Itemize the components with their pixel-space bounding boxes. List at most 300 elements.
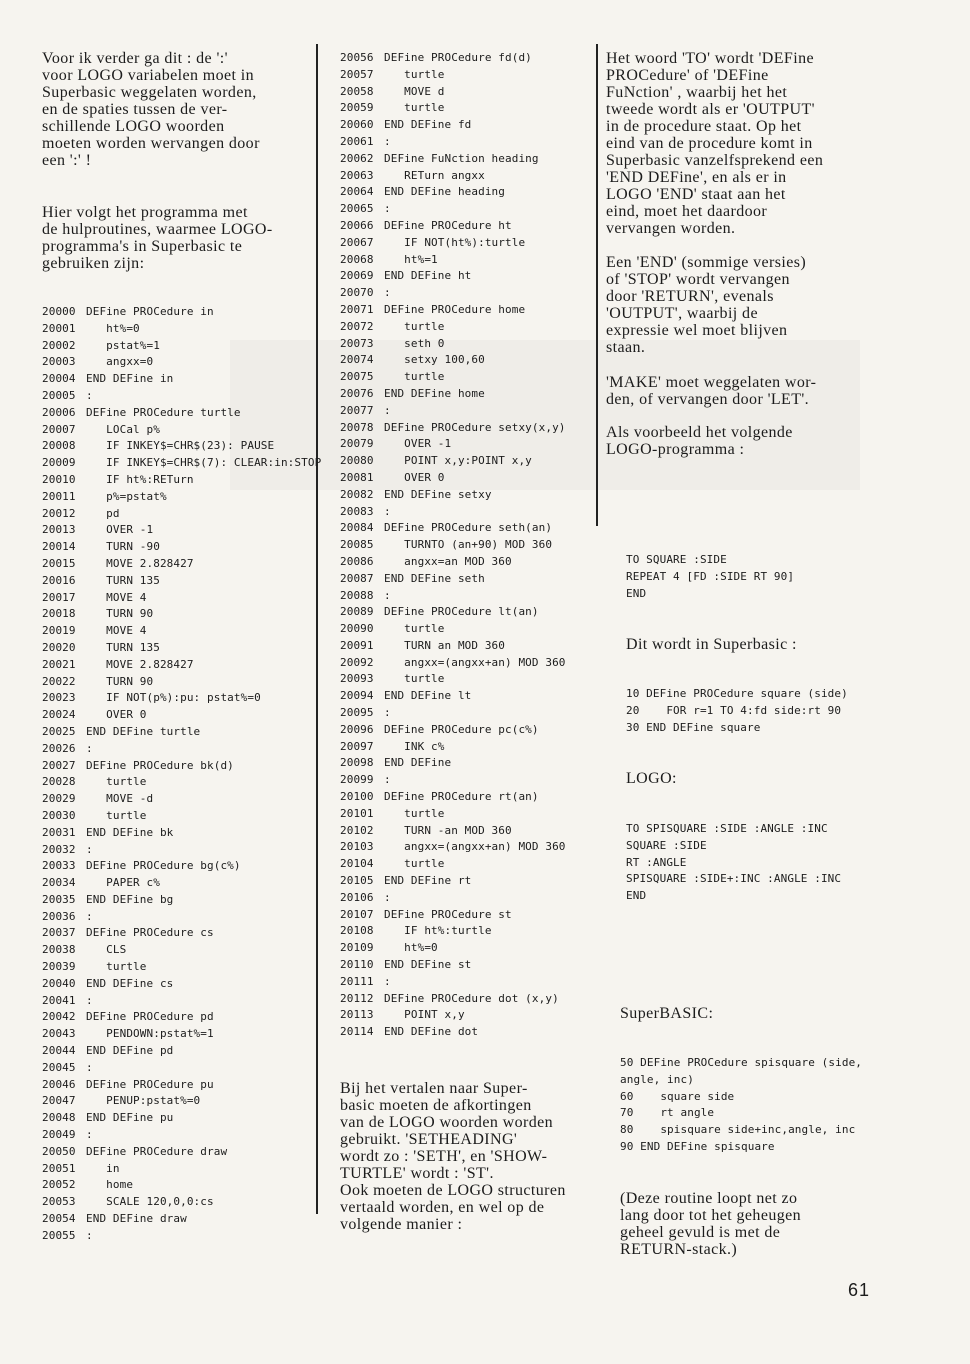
code-line (42, 741, 321, 758)
code-line (42, 942, 321, 959)
line-code: IF NOT(p%):pu: pstat%=0 (86, 691, 261, 705)
line-code: DEFine PROCedure lt(an) (384, 605, 539, 619)
code-line (340, 151, 566, 168)
line-code: turtle (384, 370, 445, 384)
code-line (42, 875, 321, 892)
line-code: in (86, 1161, 120, 1175)
line-code: : (384, 890, 391, 904)
code-line (340, 856, 566, 873)
line-code: DEFine PROCedure rt(an) (384, 790, 539, 804)
line-number: 20084 (340, 521, 374, 535)
code-line (340, 571, 566, 588)
line-code: SCALE 120,0,0:cs (86, 1195, 214, 1209)
superbasic-example-1: 10 DEFine PROCedure square (side) 20 FOR r=1 TO 4:fd side:rt 90 30 END DEFine square (626, 687, 848, 734)
line-number: 20064 (340, 185, 374, 199)
line-code: END DEFine fd (384, 118, 472, 132)
line-number: 20101 (340, 806, 374, 820)
line-code: END DEFine draw (86, 1212, 187, 1226)
line-number: 20052 (42, 1178, 76, 1192)
line-number: 20100 (340, 790, 374, 804)
code-line (340, 755, 566, 772)
code-line (42, 707, 321, 724)
code-line (340, 923, 566, 940)
line-code: DEFine PROCedure in (86, 305, 214, 318)
line-number: 20105 (340, 874, 374, 888)
line-code: CLS (86, 943, 127, 957)
line-number: 20089 (340, 605, 374, 619)
line-number: 20087 (340, 571, 374, 585)
code-line (340, 991, 566, 1008)
line-code: DEFine PROCedure cs (86, 926, 214, 940)
line-number: 20062 (340, 151, 374, 165)
line-code: turtle (86, 775, 147, 789)
line-number: 20017 (42, 590, 76, 604)
line-number: 20109 (340, 941, 374, 955)
line-code: pd (86, 506, 120, 520)
line-number: 20051 (42, 1161, 76, 1175)
line-code: MOVE -d (86, 792, 154, 806)
line-code: OVER -1 (384, 437, 452, 451)
code-line (340, 67, 566, 84)
code-line (340, 302, 566, 319)
line-code: DEFine PROCedure draw (86, 1144, 228, 1158)
code-line (42, 1060, 321, 1077)
line-number: 20041 (42, 993, 76, 1007)
line-number: 20054 (42, 1212, 76, 1226)
line-code: OVER -1 (86, 523, 154, 537)
line-code: END DEFine in (86, 372, 174, 386)
line-code: END DEFine turtle (86, 724, 201, 738)
line-code: : (384, 588, 391, 602)
line-number: 20095 (340, 706, 374, 720)
code-line (42, 909, 321, 926)
line-code: turtle (384, 67, 445, 81)
logo-label: LOGO: (626, 770, 677, 787)
line-code: END DEFine pu (86, 1111, 174, 1125)
code-line (42, 657, 321, 674)
line-number: 20015 (42, 556, 76, 570)
line-number: 20035 (42, 892, 76, 906)
line-number: 20006 (42, 405, 76, 419)
code-line (340, 537, 566, 554)
line-number: 20090 (340, 622, 374, 636)
line-number: 20106 (340, 890, 374, 904)
line-number: 20079 (340, 437, 374, 451)
line-code: ht%=0 (86, 321, 140, 335)
line-number: 20104 (340, 857, 374, 871)
code-line (42, 1127, 321, 1144)
code-line (42, 1211, 321, 1228)
line-code: END DEFine bg (86, 892, 174, 906)
line-number: 20082 (340, 487, 374, 501)
line-number: 20075 (340, 370, 374, 384)
code-line (340, 789, 566, 806)
line-code: END DEFine ht (384, 269, 472, 283)
line-code: MOVE 2.828427 (86, 556, 194, 570)
line-code: END DEFine heading (384, 185, 506, 199)
code-line (42, 774, 321, 791)
line-code: : (86, 741, 93, 755)
line-number: 20014 (42, 540, 76, 554)
line-number: 20077 (340, 403, 374, 417)
line-code: pstat%=1 (86, 338, 160, 352)
line-code: angxx=0 (86, 355, 154, 369)
line-number: 20003 (42, 355, 76, 369)
code-line (42, 674, 321, 691)
line-code: DEFine PROCedure dot (x,y) (384, 991, 559, 1005)
line-code: turtle (384, 101, 445, 115)
line-number: 20102 (340, 823, 374, 837)
line-number: 20081 (340, 470, 374, 484)
superbasic-example-2: 50 DEFine PROCedure spisquare (side, angle, inc) 60 square side 70 rt angle 80 spisquare side+inc,angle, inc 90 END DEFine spisquare (620, 1056, 863, 1153)
line-code: MOVE 4 (86, 590, 147, 604)
line-number: 20046 (42, 1077, 76, 1091)
code-line (42, 758, 321, 775)
line-number: 20042 (42, 1010, 76, 1024)
line-number: 20016 (42, 573, 76, 587)
code-line (42, 976, 321, 993)
line-code: : (384, 706, 391, 720)
line-code: DEFine PROCedure turtle (86, 405, 241, 419)
line-number: 20069 (340, 269, 374, 283)
line-code: turtle (86, 960, 147, 974)
line-code: : (384, 286, 391, 300)
line-code: TURN an MOD 360 (384, 638, 506, 652)
line-number: 20074 (340, 353, 374, 367)
line-number: 20027 (42, 758, 76, 772)
line-code: END DEFine cs (86, 976, 174, 990)
code-line (42, 422, 321, 439)
line-number: 20024 (42, 708, 76, 722)
code-line (340, 655, 566, 672)
line-number: 20076 (340, 386, 374, 400)
line-code: turtle (86, 808, 147, 822)
line-code: : (86, 993, 93, 1007)
code-line (42, 925, 321, 942)
line-number: 20093 (340, 672, 374, 686)
code-line (340, 957, 566, 974)
code-line (42, 808, 321, 825)
line-code: : (86, 842, 93, 856)
line-number: 20000 (42, 305, 76, 318)
line-number: 20065 (340, 202, 374, 216)
line-number: 20048 (42, 1111, 76, 1125)
code-line (42, 371, 321, 388)
column-rule-right (596, 44, 598, 526)
code-line (340, 839, 566, 856)
example-paragraph: Als voorbeeld het volgende LOGO-programma : (606, 424, 793, 458)
line-number: 20080 (340, 454, 374, 468)
line-code: p%=pstat% (86, 489, 167, 503)
code-line (42, 724, 321, 741)
line-number: 20038 (42, 943, 76, 957)
line-number: 20049 (42, 1128, 76, 1142)
line-code: turtle (384, 672, 445, 686)
line-code: DEFine PROCedure seth(an) (384, 521, 553, 535)
code-line (340, 268, 566, 285)
line-number: 20012 (42, 506, 76, 520)
code-line (42, 438, 321, 455)
line-code: DEFine PROCedure setxy(x,y) (384, 420, 566, 434)
line-code: angxx=(angxx+an) MOD 360 (384, 840, 566, 854)
code-line (340, 100, 566, 117)
code-line (340, 84, 566, 101)
code-line (340, 974, 566, 991)
line-code: TURN 90 (86, 674, 154, 688)
line-code: END DEFine st (384, 958, 472, 972)
code-line (340, 554, 566, 571)
code-line (340, 319, 566, 336)
code-line (340, 252, 566, 269)
line-code: DEFine PROCedure bk(d) (86, 758, 234, 772)
code-line (42, 506, 321, 523)
code-line (340, 588, 566, 605)
line-number: 20030 (42, 808, 76, 822)
code-line (340, 1024, 566, 1041)
line-code: : (384, 773, 391, 787)
line-code: : (384, 504, 391, 518)
line-number: 20004 (42, 372, 76, 386)
line-code: turtle (384, 319, 445, 333)
code-line (42, 1161, 321, 1178)
line-code: setxy 100,60 (384, 353, 485, 367)
to-paragraph: Het woord 'TO' wordt 'DEFine PROCedure' of 'DEFine FuNction' , waarbij het het tweede wordt als er 'OUTPUT' in de procedure staat. Op het eind van de procedure komt in Superbasic vanzelfsprekend een 'END DEFine', en als er in LOGO 'END' staat aan het eind, moet het daardoor vervangen worden. (606, 50, 824, 237)
line-number: 20005 (42, 388, 76, 402)
code-line (42, 825, 321, 842)
translation-paragraph: Bij het vertalen naar Super- basic moeten de afkortingen van de LOGO woorden worden gebruikt. 'SETHEADING' wordt zo : 'SETH', en 'SHOW- TURTLE' wordt : 'ST'. Ook moeten de LOGO structuren vertaald worden, en wel op de volgende manier : (340, 1080, 566, 1233)
code-line (42, 556, 321, 573)
line-code: TURN -90 (86, 540, 160, 554)
line-number: 20070 (340, 286, 374, 300)
line-code: PENDOWN:pstat%=1 (86, 1027, 214, 1041)
line-number: 20055 (42, 1228, 76, 1242)
code-line (42, 858, 321, 875)
line-code: DEFine PROCedure home (384, 302, 526, 316)
code-line (340, 201, 566, 218)
line-number: 20058 (340, 84, 374, 98)
code-line (42, 1228, 321, 1245)
code-line (340, 688, 566, 705)
line-number: 20068 (340, 252, 374, 266)
line-number: 20022 (42, 674, 76, 688)
line-code: turtle (384, 857, 445, 871)
code-line (340, 806, 566, 823)
code-line (340, 722, 566, 739)
line-number: 20078 (340, 420, 374, 434)
code-line (42, 791, 321, 808)
line-number: 20031 (42, 825, 76, 839)
code-line (340, 671, 566, 688)
code-line (340, 470, 566, 487)
line-number: 20094 (340, 689, 374, 703)
code-line (42, 1077, 321, 1094)
code-line (42, 472, 321, 489)
line-number: 20110 (340, 958, 374, 972)
line-number: 20083 (340, 504, 374, 518)
code-line (42, 842, 321, 859)
line-code: : (86, 1128, 93, 1142)
line-code: DEFine PROCedure bg(c%) (86, 859, 241, 873)
code-line (340, 739, 566, 756)
line-number: 20029 (42, 792, 76, 806)
line-number: 20037 (42, 926, 76, 940)
line-code: END DEFine rt (384, 874, 472, 888)
line-number: 20023 (42, 691, 76, 705)
line-code: ht%=0 (384, 941, 438, 955)
code-line (42, 1026, 321, 1043)
code-line (42, 338, 321, 355)
line-code: PENUP:pstat%=0 (86, 1094, 201, 1108)
line-number: 20111 (340, 974, 374, 988)
line-number: 20066 (340, 218, 374, 232)
line-number: 20008 (42, 439, 76, 453)
line-code: home (86, 1178, 134, 1192)
code-line (42, 405, 321, 422)
line-code: IF ht%:turtle (384, 924, 492, 938)
line-code: END DEFine seth (384, 571, 485, 585)
code-line (340, 50, 566, 67)
code-line (42, 321, 321, 338)
line-code: END DEFine bk (86, 825, 174, 839)
line-number: 20034 (42, 876, 76, 890)
code-line (340, 369, 566, 386)
line-code: LOCal p% (86, 422, 160, 436)
line-code: DEFine PROCedure ht (384, 218, 512, 232)
code-line (42, 640, 321, 657)
line-number: 20010 (42, 472, 76, 486)
code-line (340, 285, 566, 302)
line-code: MOVE 4 (86, 624, 147, 638)
line-code: : (384, 974, 391, 988)
code-line (42, 1093, 321, 1110)
code-line (340, 336, 566, 353)
line-code: IF ht%:RETurn (86, 472, 194, 486)
line-number: 20032 (42, 842, 76, 856)
line-code: IF NOT(ht%):turtle (384, 235, 526, 249)
intro-paragraph: Voor ik verder ga dit : de ':' voor LOGO variabelen moet in Superbasic weggelaten worden, en de spaties tussen de ver- schillende LOGO woorden moeten worden wervangen door een ':' ! (42, 50, 260, 169)
line-code: TURN 135 (86, 640, 160, 654)
code-line (340, 117, 566, 134)
line-number: 20044 (42, 1044, 76, 1058)
code-line (42, 1194, 321, 1211)
line-number: 20114 (340, 1025, 374, 1039)
line-code: TURNTO (an+90) MOD 360 (384, 538, 553, 552)
code-listing-2 (340, 50, 566, 1041)
logo-example-2: TO SPISQUARE :SIDE :ANGLE :INC SQUARE :SIDE RT :ANGLE SPISQUARE :SIDE+:INC :ANGLE :INC END (626, 822, 842, 903)
line-code: POINT x,y:POINT x,y (384, 454, 532, 468)
line-number: 20103 (340, 840, 374, 854)
line-number: 20050 (42, 1144, 76, 1158)
line-code: END DEFine (384, 756, 452, 770)
code-line (340, 772, 566, 789)
line-number: 20063 (340, 168, 374, 182)
line-code: turtle (384, 622, 445, 636)
code-line (42, 623, 321, 640)
line-number: 20097 (340, 739, 374, 753)
line-code: DEFine PROCedure st (384, 907, 512, 921)
line-code: seth 0 (384, 336, 445, 350)
line-code: END DEFine dot (384, 1025, 479, 1039)
code-line (42, 354, 321, 371)
line-code: MOVE d (384, 84, 445, 98)
code-line (42, 606, 321, 623)
code-line (340, 1007, 566, 1024)
line-number: 20033 (42, 859, 76, 873)
line-number: 20018 (42, 607, 76, 621)
code-line (42, 304, 321, 321)
line-number: 20026 (42, 741, 76, 755)
line-code: TURN 135 (86, 573, 160, 587)
line-code: OVER 0 (384, 470, 445, 484)
code-line (42, 573, 321, 590)
code-line (340, 386, 566, 403)
code-line (42, 892, 321, 909)
line-code: TURN -an MOD 360 (384, 823, 512, 837)
line-number: 20019 (42, 624, 76, 638)
code-line (340, 184, 566, 201)
code-line (42, 1144, 321, 1161)
line-number: 20059 (340, 101, 374, 115)
line-number: 20072 (340, 319, 374, 333)
line-number: 20045 (42, 1060, 76, 1074)
line-code: angxx=(angxx+an) MOD 360 (384, 655, 566, 669)
line-number: 20007 (42, 422, 76, 436)
code-line (340, 235, 566, 252)
code-line (340, 168, 566, 185)
code-line (340, 621, 566, 638)
line-number: 20053 (42, 1195, 76, 1209)
line-number: 20092 (340, 655, 374, 669)
code-line (42, 1043, 321, 1060)
page-number: 61 (847, 1280, 870, 1300)
code-line (42, 489, 321, 506)
code-line (340, 907, 566, 924)
line-number: 20073 (340, 336, 374, 350)
logo-example-1: TO SQUARE :SIDE REPEAT 4 [FD :SIDE RT 90] END (626, 553, 795, 600)
code-line (42, 539, 321, 556)
line-number: 20091 (340, 638, 374, 652)
line-number: 20098 (340, 756, 374, 770)
line-number: 20061 (340, 134, 374, 148)
superbasic-label: SuperBASIC: (620, 1005, 714, 1022)
line-code: : (86, 388, 93, 402)
code-line (340, 134, 566, 151)
line-number: 20086 (340, 554, 374, 568)
line-number: 20113 (340, 1008, 374, 1022)
line-number: 20039 (42, 960, 76, 974)
line-number: 20085 (340, 538, 374, 552)
line-code: END DEFine setxy (384, 487, 492, 501)
line-code: END DEFine home (384, 386, 485, 400)
line-code: DEFine PROCedure pd (86, 1010, 214, 1024)
code-line (340, 420, 566, 437)
code-line (42, 690, 321, 707)
line-code: : (384, 403, 391, 417)
line-code: IF INKEY$=CHR$(23): PAUSE (86, 439, 275, 453)
line-number: 20001 (42, 321, 76, 335)
code-line (340, 873, 566, 890)
line-code: ht%=1 (384, 252, 438, 266)
line-number: 20112 (340, 991, 374, 1005)
line-code: RETurn angxx (384, 168, 485, 182)
line-number: 20013 (42, 523, 76, 537)
code-line (340, 705, 566, 722)
code-line (42, 455, 321, 472)
line-code: POINT x,y (384, 1008, 465, 1022)
code-line (42, 1177, 321, 1194)
line-code: : (86, 1228, 93, 1242)
end-paragraph: Een 'END' (sommige versies) of 'STOP' wordt vervangen door 'RETURN', evenals 'OUTPUT', waarbij de expressie wel moet blijven staan. (606, 254, 807, 356)
